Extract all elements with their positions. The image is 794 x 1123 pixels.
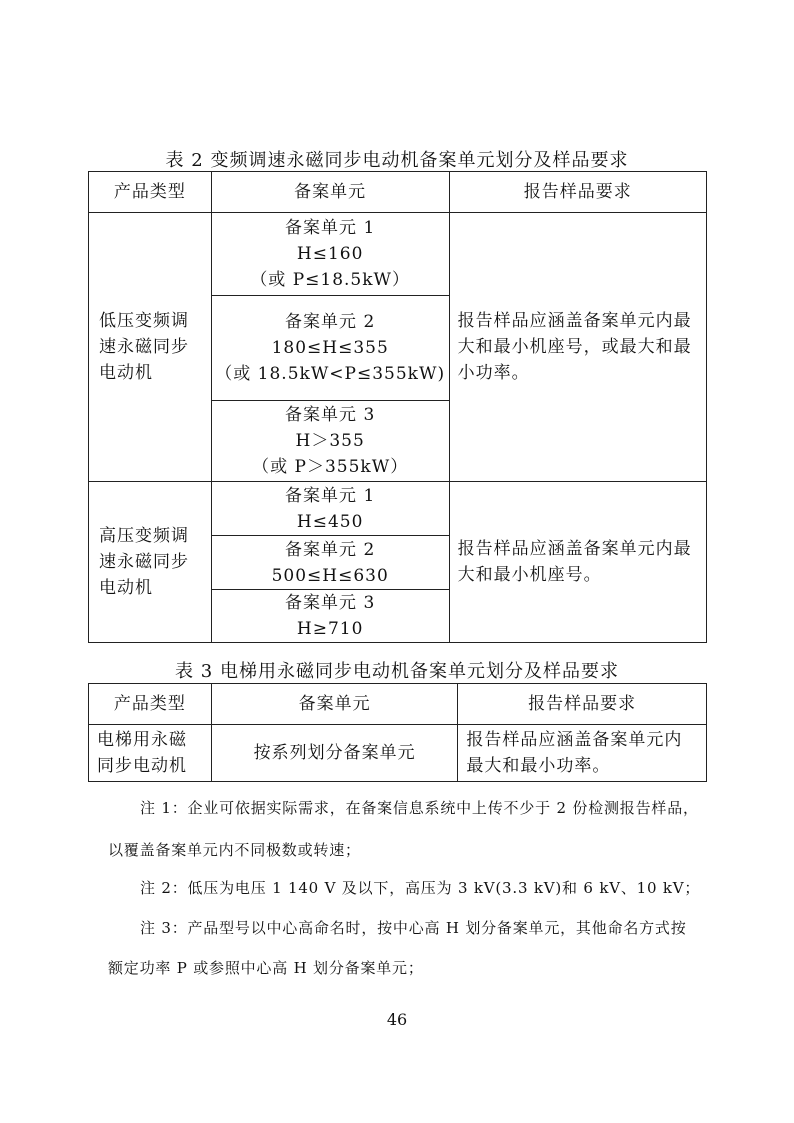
note-1-line-1: 注 1：企业可依据实际需求，在备案信息系统中上传不少于 2 份检测报告样品， (140, 799, 699, 817)
unit-range: H＞355 (295, 431, 365, 451)
header-product-type: 产品类型 (89, 684, 212, 725)
header-unit: 备案单元 (211, 684, 458, 725)
low-voltage-requirement: 报告样品应涵盖备案单元内最大和最小机座号，或最大和最小功率。 (449, 213, 706, 482)
high-unit-2 (211, 536, 449, 590)
header-unit: 备案单元 (211, 172, 449, 213)
header-requirement: 报告样品要求 (449, 172, 706, 213)
unit-name: 备案单元 2 (285, 312, 376, 332)
low-unit-2 (211, 296, 449, 401)
low-voltage-type: 低压变频调速永磁同步电动机 (89, 213, 212, 482)
low-unit-1 (211, 213, 449, 296)
unit-range: H≤450 (296, 511, 364, 532)
note-3-line-1: 注 3：产品型号以中心高命名时，按中心高 H 划分备案单元，其他命名方式按 (140, 919, 687, 937)
unit-power: （或 P≤18.5kW） (250, 270, 411, 290)
unit-name: 备案单元 3 (285, 405, 376, 425)
unit-name: 备案单元 1 (285, 485, 376, 506)
table2-header-row (89, 172, 707, 213)
table3-caption: 表 3 电梯用永磁同步电动机备案单元划分及样品要求 (175, 661, 619, 682)
note-1-line-2: 以覆盖备案单元内不同极数或转速； (108, 841, 361, 859)
high-unit-3 (211, 590, 449, 643)
high-unit-1 (211, 482, 449, 536)
table-row (89, 482, 707, 536)
table3-header-row (89, 684, 707, 725)
elevator-type: 电梯用永磁同步电动机 (89, 725, 212, 782)
header-requirement: 报告样品要求 (458, 684, 707, 725)
elevator-unit: 按系列划分备案单元 (211, 725, 458, 782)
note-2: 注 2：低压为电压 1 140 V 及以下，高压为 3 kV(3.3 kV)和 6 kV、10 kV； (140, 879, 701, 897)
note-3-line-2: 额定功率 P 或参照中心高 H 划分备案单元； (108, 959, 424, 977)
table-row (89, 213, 707, 296)
unit-name: 备案单元 1 (285, 218, 376, 238)
header-product-type: 产品类型 (89, 172, 212, 213)
high-voltage-type: 高压变频调速永磁同步电动机 (89, 482, 212, 643)
unit-range: 180≤H≤355 (271, 338, 389, 358)
low-unit-3 (211, 401, 449, 482)
unit-power: （或 18.5kW<P≤355kW) (215, 364, 446, 384)
unit-range: 500≤H≤630 (271, 565, 389, 586)
page-number: 46 (386, 1010, 408, 1029)
elevator-requirement: 报告样品应涵盖备案单元内最大和最小功率。 (458, 725, 707, 782)
table-row (89, 725, 707, 782)
high-voltage-requirement: 报告样品应涵盖备案单元内最大和最小机座号。 (449, 482, 706, 643)
unit-range: H≥710 (296, 619, 364, 639)
unit-name: 备案单元 3 (285, 593, 376, 613)
unit-name: 备案单元 2 (285, 539, 376, 560)
table2-caption: 表 2 变频调速永磁同步电动机备案单元划分及样品要求 (165, 150, 629, 171)
unit-range: H≤160 (296, 244, 364, 264)
table2 (88, 171, 707, 643)
unit-power: （或 P＞355kW） (252, 457, 409, 477)
table3 (88, 683, 707, 782)
